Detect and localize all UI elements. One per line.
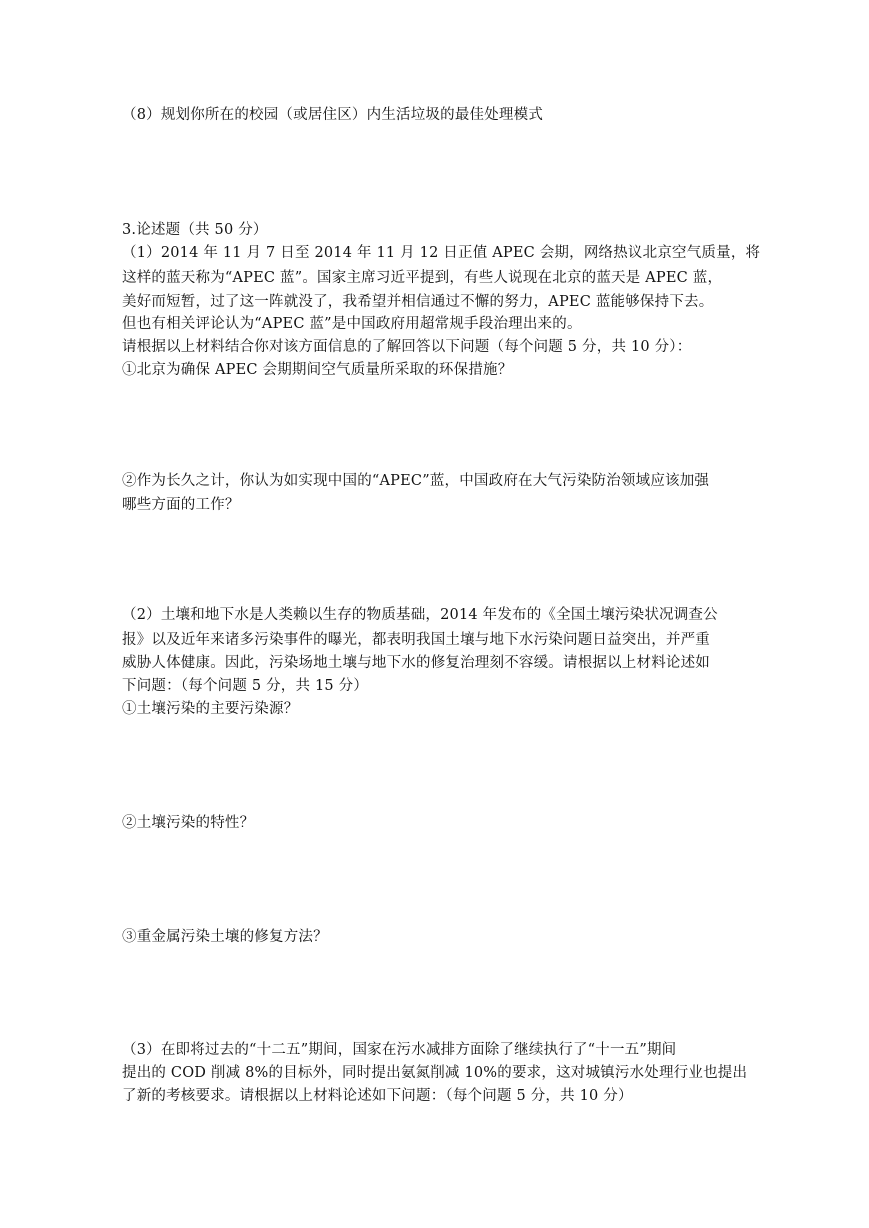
paragraph-1-line: 但也有相关评论认为“APEC 蓝”是中国政府用超常规手段治理出来的。 xyxy=(122,316,582,332)
paragraph-1-line: 美好而短暂，过了这一阵就没了，我希望并相信通过不懈的努力，APEC 蓝能够保持下去。 xyxy=(122,294,714,310)
paragraph-1-question-2: 哪些方面的工作？ xyxy=(122,497,240,513)
paragraph-3-line: 了新的考核要求。请根据以上材料论述如下问题：（每个问题 5 分，共 10 分） xyxy=(122,1088,633,1104)
paragraph-1-line: 请根据以上材料结合你对该方面信息的了解回答以下问题（每个问题 5 分，共 10 分）： xyxy=(122,339,692,355)
paragraph-2-line: 威胁人体健康。因此，污染场地土壤与地下水的修复治理刻不容缓。请根据以上材料论述如 xyxy=(122,655,710,671)
paragraph-2-question-3: ③重金属污染土壤的修复方法？ xyxy=(122,929,328,945)
paragraph-2-question-1: ①土壤污染的主要污染源？ xyxy=(122,701,299,717)
paragraph-3-line: 提出的 COD 削减 8%的目标外，同时提出氨氮削减 10%的要求，这对城镇污水处理行业也提出 xyxy=(122,1065,748,1081)
paragraph-1-line: （1）2014 年 11 月 7 日至 2014 年 11 月 12 日正值 APEC 会期，网络热议北京空气质量，将 xyxy=(122,245,761,261)
paragraph-1-question-2: ②作为长久之计，你认为如实现中国的“APEC”蓝，中国政府在大气污染防治领域应该加强 xyxy=(122,473,710,489)
section-3-title: 3.论述题（共 50 分） xyxy=(122,222,268,238)
paragraph-2-line: 下问题：（每个问题 5 分，共 15 分） xyxy=(122,678,369,694)
paragraph-2-question-2: ②土壤污染的特性？ xyxy=(122,815,255,831)
paragraph-2-line: （2）土壤和地下水是人类赖以生存的物质基础，2014 年发布的《全国土壤污染状况调查公 xyxy=(122,607,718,623)
paragraph-1-question-1: ①北京为确保 APEC 会期期间空气质量所采取的环保措施？ xyxy=(122,362,513,378)
paragraph-2-line: 报》以及近年来诸多污染事件的曝光，都表明我国土壤与地下水污染问题日益突出，并严重 xyxy=(122,632,710,648)
paragraph-1-line: 这样的蓝天称为“APEC 蓝”。国家主席习近平提到，有些人说现在北京的蓝天是 APEC 蓝， xyxy=(122,270,723,286)
paragraph-3-line: （3）在即将过去的“十二五”期间，国家在污水减排方面除了继续执行了“十一五”期间 xyxy=(122,1042,677,1058)
question-8: （8）规划你所在的校园（或居住区）内生活垃圾的最佳处理模式 xyxy=(122,107,544,123)
